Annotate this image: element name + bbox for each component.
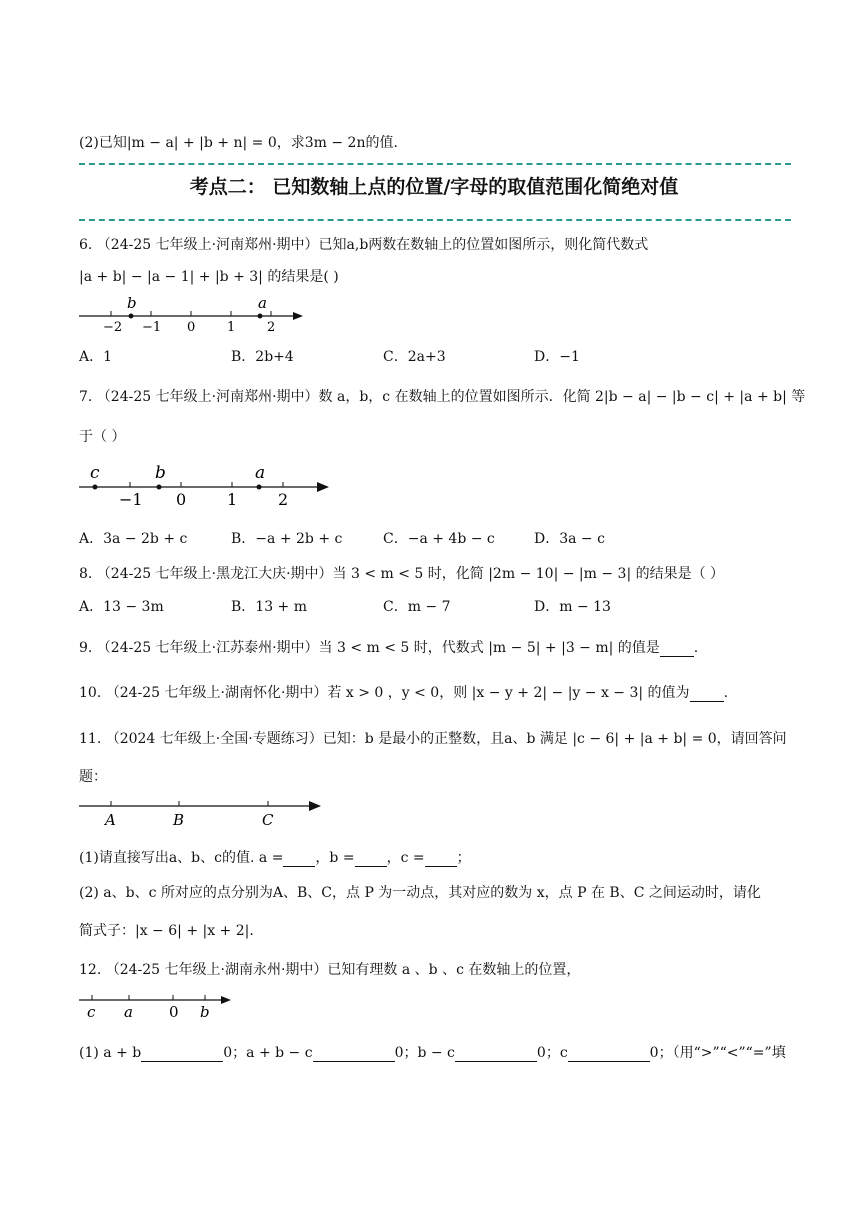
q11-part1-c-label: ，c =: [386, 850, 425, 866]
q12-p5: 0；（用“>”“<”“=”填: [649, 1045, 786, 1061]
q12-p3: 0；b − c: [394, 1045, 455, 1061]
q6-number-line: [75, 292, 315, 334]
q6-option-c: C．2a+3: [383, 349, 446, 365]
q10-answer-blank[interactable]: [690, 685, 724, 702]
q11-part1-a-label: a =: [258, 850, 284, 866]
q12-blank-4[interactable]: [568, 1045, 650, 1062]
q10-text: 10. （24-25 七年级上·湖南怀化·期中）若 x > 0 ，y < 0，则 |x − y + 2| − |y − x − 3| 的值为: [79, 685, 690, 701]
q11-a-blank[interactable]: [283, 850, 315, 867]
q12-point-b: b: [200, 1003, 210, 1021]
q11-b-blank[interactable]: [355, 850, 387, 867]
q11-point-b: B: [173, 811, 185, 829]
q9-text: 9. （24-25 七年级上·江苏泰州·期中）当 3 < m < 5 时，代数式 |m − 5| + |3 − m| 的值是: [79, 640, 660, 656]
q7-number-line: [75, 460, 335, 510]
q11-c-blank[interactable]: [425, 850, 457, 867]
q12-stem: 12. （24-25 七年级上·湖南永州·期中）已知有理数 a 、b 、c 在数轴上的位置，: [79, 962, 581, 978]
q12-blank-1[interactable]: [141, 1045, 223, 1062]
q11-stem: 11. （2024 七年级上·全国·专题练习）已知：b 是最小的正整数，且a、b 满足 |c − 6| + |a + b| = 0，请回答问: [79, 731, 787, 747]
q7-tick-neg1: −1: [119, 490, 143, 509]
section-divider-bottom: [79, 219, 791, 221]
q6-tick-1: 1: [227, 320, 236, 334]
q7-option-c: C．−a + 4b − c: [383, 531, 495, 547]
q7-option-b: B．−a + 2b + c: [231, 531, 343, 547]
q12-p4: 0；c: [536, 1045, 568, 1061]
q7-stem-cont: 于（ ）: [79, 429, 126, 445]
q11-part1-prefix: (1)请直接写出a、b、c的值.: [79, 850, 255, 866]
q8-option-a: A．13 − 3m: [79, 599, 164, 615]
q6-option-d: D．−1: [534, 349, 580, 365]
q8-option-c: C．m − 7: [383, 599, 451, 615]
q7-stem: 7. （24-25 七年级上·河南郑州·期中）数 a，b，c 在数轴上的位置如图所示．化简 2|b − a| − |b − c| + |a + b| 等: [79, 389, 806, 405]
q6-tick-neg1: −1: [142, 320, 162, 334]
q6-tick-neg2: −2: [103, 320, 123, 334]
q8-stem: 8. （24-25 七年级上·黑龙江大庆·期中）当 3 < m < 5 时，化简 |2m − 10| − |m − 3| 的结果是（ ）: [79, 566, 725, 582]
q9-answer-blank[interactable]: [660, 640, 694, 657]
q12-p2: 0；a + b − c: [223, 1045, 313, 1061]
q11-stem-cont: 题：: [79, 769, 107, 785]
q5-part2: (2)已知|m − a| + |b + n| = 0，求3m − 2n的值.: [79, 135, 398, 151]
q12-part1: [79, 1042, 786, 1062]
q7-option-a: A．3a − 2b + c: [79, 531, 188, 547]
q11-point-a: A: [105, 811, 116, 829]
q7-option-d: D．3a − c: [534, 531, 605, 547]
q11-part1-end: ；: [456, 850, 471, 866]
q12-point-c: c: [87, 1003, 96, 1021]
q11-part1-b-label: ，b =: [315, 850, 355, 866]
q12-p1: (1) a + b: [79, 1045, 142, 1061]
q7-point-a: a: [255, 463, 266, 483]
q11-point-c: C: [262, 811, 274, 829]
section-title: 考点二： 已知数轴上点的位置/字母的取值范围化简绝对值: [189, 176, 679, 198]
q6-tick-0: 0: [187, 320, 196, 334]
q11-part2-line1: (2) a、b、c 所对应的点分别为A、B、C，点 P 为一动点，其对应的数为 x，点 P 在 B、C 之间运动时，请化: [79, 885, 761, 901]
q7-point-b: b: [155, 463, 166, 483]
q8-option-b: B．13 + m: [231, 599, 308, 615]
section-divider-top: [79, 163, 791, 165]
q8-option-d: D．m − 13: [534, 599, 611, 615]
q6-expression: |a + b| − |a − 1| + |b + 3| 的结果是( ): [79, 269, 339, 285]
q10-stem: [79, 682, 728, 702]
q6-option-b: B．2b+4: [231, 349, 294, 365]
q7-tick-2: 2: [278, 490, 289, 509]
q11-number-line: [75, 796, 325, 832]
q7-tick-1: 1: [227, 490, 238, 509]
q6-tick-2: 2: [267, 320, 276, 334]
q11-part1: [79, 847, 471, 867]
q12-point-a: a: [124, 1003, 133, 1021]
q6-point-b: b: [127, 294, 137, 312]
q6-point-a: a: [258, 294, 267, 312]
q12-blank-2[interactable]: [313, 1045, 395, 1062]
q10-tail: .: [723, 685, 729, 701]
q6-stem: 6. （24-25 七年级上·河南郑州·期中）已知a,b两数在数轴上的位置如图所示，则化简代数式: [79, 237, 649, 253]
q9-tail: .: [693, 640, 699, 656]
q12-blank-3[interactable]: [455, 1045, 537, 1062]
q7-point-c: c: [90, 463, 100, 483]
q11-part2-line2: 简式子：|x − 6| + |x + 2|.: [79, 923, 254, 939]
q9-stem: [79, 637, 698, 657]
q12-number-line: [75, 990, 240, 1022]
q12-zero: 0: [169, 1003, 179, 1021]
q7-tick-0: 0: [176, 490, 187, 509]
q6-option-a: A．1: [79, 349, 113, 365]
